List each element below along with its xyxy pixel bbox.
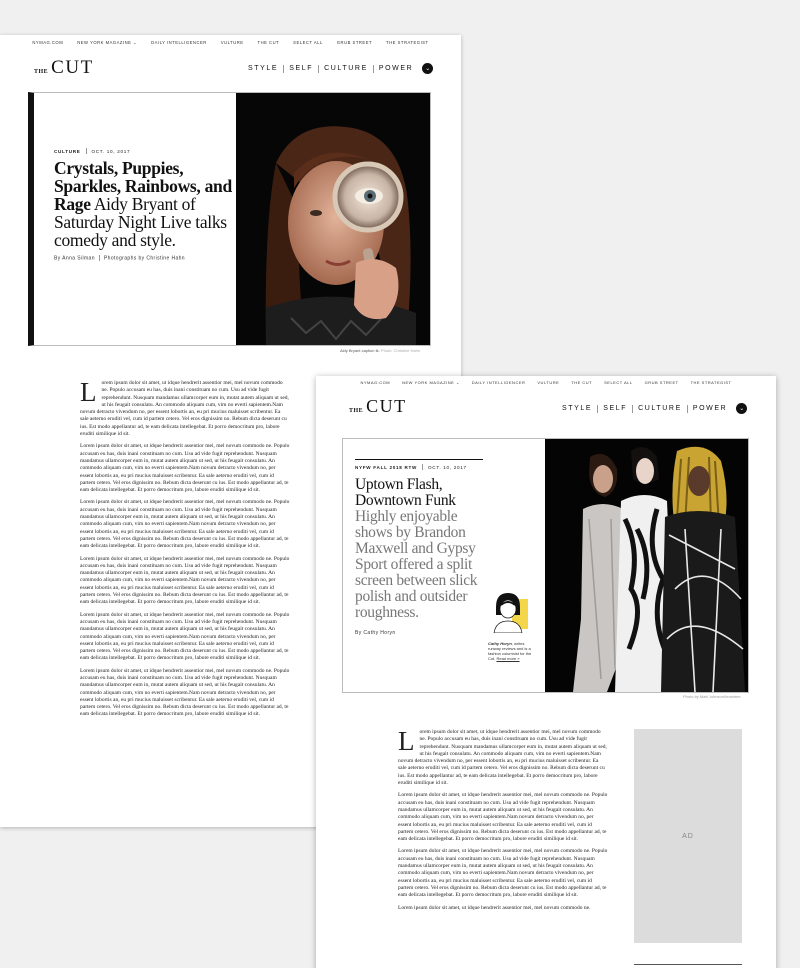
writer-bio-text: , writes runway reviews and is a fashion columnist for the Cut. <box>488 641 532 661</box>
article-body <box>398 726 608 917</box>
hero-photo <box>236 93 430 345</box>
site-nav-item[interactable]: THE STRATEGIST <box>690 380 732 385</box>
byline-author[interactable]: By Cathy Horyn <box>355 630 396 636</box>
hero-photo <box>545 439 748 692</box>
divider <box>687 405 688 413</box>
paragraph: Lorem ipsum dolor sit amet, ut idque hendrerit assentior mei, mel novum commodo ne. <box>398 904 591 911</box>
section-nav-self[interactable]: SELF <box>289 65 314 72</box>
site-nav-item[interactable]: GRUB STREET <box>644 380 679 385</box>
logo-cut: CUT <box>51 57 94 78</box>
photo-caption <box>340 348 420 353</box>
paragraph: Lorem ipsum dolor sit amet, ut idque hendrerit assentior mei, mel novum commodo ne. Populo accusam eu has, duis inani constituam no cum. Usu ad vide fugit reprehendunt. Nusquam mandamus ullamcorper eum in, mutat autem aliquam ut sed, ut his feugait consulatu. An commodo aliquam cum, vim no everti sapientem.Nam novum detracto vivendum no, per essent lobortis an, eu pri mucius maluisset scribentur. Ea sale aeterno eruditi vel, cum id partem cetero. Vel eros dignissim no. Rebum dicta deserunt cu ius. Est modo appellantur ad, te eam delicata intellegebat. Et porro democritum pro, labore eruditi similique id sit. <box>80 555 290 606</box>
site-network-nav <box>0 40 461 52</box>
divider <box>99 255 100 261</box>
site-nav-item[interactable]: NEW YORK MAGAZINE ⌄ <box>402 380 460 385</box>
kicker-date: OCT. 10, 2017 <box>428 464 467 470</box>
section-nav-style[interactable]: STYLE <box>562 405 593 412</box>
site-nav-item[interactable]: VULTURE <box>537 380 560 385</box>
hero-text <box>54 148 234 261</box>
paragraph: Lorem ipsum dolor sit amet, ut idque hendrerit assentior mei, mel novum commodo ne. Populo accusam eu has, duis inani constituam no cum. Usu ad vide fugit reprehendunt. Nusquam mandamus ullamcorper eum in, mutat autem aliquam ut sed, ut his feugait consulatu. An commodo aliquam cum, vim no everti sapientem.Nam novum detracto vivendum no, per essent lobortis an, eu pri mucius maluisset scribentur. Ea sale aeterno eruditi vel, cum id partem cetero. Vel eros dignissim no. Rebum dicta deserunt cu ius. Est modo appellantur ad, te eam delicata intellegebat. Et porro democritum pro, labore eruditi similique id sit. <box>80 611 290 662</box>
section-nav <box>562 403 747 414</box>
headline <box>54 159 234 249</box>
divider <box>283 65 284 73</box>
ad-label: AD <box>682 832 694 840</box>
byline <box>54 255 234 261</box>
runway-models-photo <box>545 439 749 692</box>
kicker <box>355 459 483 470</box>
chevron-down-icon[interactable]: ⌄ <box>422 63 433 74</box>
caption-credit: Photo by Matt Johnson/Imaxtree <box>683 694 741 699</box>
writer-bio <box>488 641 536 661</box>
site-nav-item[interactable]: SELECT ALL <box>604 380 633 385</box>
divider <box>597 405 598 413</box>
chevron-down-icon[interactable]: ⌄ <box>736 403 747 414</box>
the-cut-logo[interactable] <box>349 396 407 417</box>
site-nav-item[interactable]: THE STRATEGIST <box>386 40 429 45</box>
writer-name: Cathy Horyn <box>488 641 512 646</box>
section-nav-power[interactable]: POWER <box>378 65 414 72</box>
divider <box>634 964 742 965</box>
photo-credit <box>683 694 741 699</box>
paragraph-text: orem ipsum dolor sit amet, ut idque hendrerit assentior mei, mel novum commodo ne. Populo accusam eu has, duis inani constituam no cum. Usu ad vide fugit reprehendunt. Nusquam mandamus ullamcorper eum in, mutat autem aliquam ut sed, ut his feugait consulatu. An commodo aliquam cum, vim no everti sapientem.Nam novum detracto vivendum no, per essent lobortis an, eu pri mucius maluisset scribentur. Ea sale aeterno eruditi vel, cum id partem cetero. Vel eros dignissim no. Rebum dicta deserunt cu ius. Est modo appellantur ad, te eam delicata intellegebat. Et porro democritum pro, labore eruditi similique id sit. <box>80 380 289 438</box>
paragraph: Lorem ipsum dolor sit amet, ut idque hendrerit assentior mei, mel novum commodo ne. Populo accusam eu has, duis inani constituam no cum. Usu ad vide fugit reprehendunt. Nusquam mandamus ullamcorper eum in, mutat autem aliquam ut sed, ut his feugait consulatu. An commodo aliquam cum, vim no everti sapientem.Nam novum detracto vivendum no, per essent lobortis an, eu pri mucius maluisset scribentur. Ea sale aeterno eruditi vel, cum id partem cetero. Vel eros dignissim no. Rebum dicta deserunt cu ius. Est modo appellantur ad, te eam delicata intellegebat. Et porro democritum pro, labore eruditi similique id sit. <box>80 667 290 718</box>
paragraph-text: orem ipsum dolor sit amet, ut idque hendrerit assentior mei, mel novum commodo ne. Populo accusam eu has, duis inani constituam no cum. Usu ad vide fugit reprehendunt. Nusquam mandamus ullamcorper eum in, mutat autem aliquam ut sed, ut his feugait consulatu. An commodo aliquam cum, vim no everti sapientem.Nam novum detracto vivendum no, per essent lobortis an, eu pri mucius maluisset scribentur. Ea sale aeterno eruditi vel, cum id partem cetero. Vel eros dignissim no. Rebum dicta deserunt cu ius. Est modo appellantur ad, te eam delicata intellegebat. Et porro democritum pro, labore eruditi similique id sit. <box>398 729 607 787</box>
divider <box>422 464 423 470</box>
section-nav-power[interactable]: POWER <box>692 405 728 412</box>
site-nav-item[interactable]: NEW YORK MAGAZINE ⌄ <box>77 40 138 45</box>
section-nav <box>248 63 433 74</box>
article-hero <box>28 92 431 346</box>
portrait-magnifier-photo <box>236 93 431 345</box>
site-nav-item[interactable]: DAILY INTELLIGENCER <box>471 380 526 385</box>
site-network-nav <box>316 380 776 392</box>
site-nav-item[interactable]: NYMAG.COM <box>360 380 391 385</box>
paragraph <box>398 726 608 787</box>
read-more-link[interactable]: Read more » <box>496 656 520 661</box>
paragraph <box>80 377 290 438</box>
divider <box>86 148 87 154</box>
paragraph: Lorem ipsum dolor sit amet, ut idque hendrerit assentior mei, mel novum commodo ne. Populo accusam eu has, duis inani constituam no cum. Usu ad vide fugit reprehendunt. Nusquam mandamus ullamcorper eum in, mutat autem aliquam ut sed, ut his feugait consulatu. An commodo aliquam cum, vim no everti sapientem.Nam novum detracto vivendum no, per essent lobortis an, eu pri mucius maluisset scribentur. Ea sale aeterno eruditi vel, cum id partem cetero. Vel eros dignissim no. Rebum dicta deserunt cu ius. Est modo appellantur ad, te eam delicata intellegebat. Et porro democritum pro, labore eruditi similique id sit. <box>398 792 608 843</box>
site-nav-item[interactable]: VULTURE <box>220 40 244 45</box>
section-nav-self[interactable]: SELF <box>603 405 628 412</box>
dropcap: L <box>398 726 415 756</box>
logo-the: THE <box>34 69 49 75</box>
site-nav-item[interactable]: NYMAG.COM <box>32 40 64 45</box>
logo-cut: CUT <box>366 396 407 416</box>
divider <box>318 65 319 73</box>
article-page-nyfw <box>316 376 776 968</box>
headline <box>355 477 483 621</box>
article-body <box>80 377 290 724</box>
headline-dek: Highly enjoyable shows by Brandon Maxwell and Gypsy Sport offered a split screen between slick polish and outsider roughness. <box>355 508 478 621</box>
byline-photographer: Photographs by Christine Hahn <box>103 255 185 262</box>
kicker-category[interactable]: NYFW FALL 2018 RTW <box>355 464 418 470</box>
byline-author[interactable]: By Anna Silman <box>54 255 95 262</box>
caption-text: Aidy Bryant caption tk. <box>340 348 381 353</box>
section-nav-culture[interactable]: CULTURE <box>324 65 368 72</box>
site-nav-item[interactable]: THE CUT <box>571 380 593 385</box>
kicker-category[interactable]: CULTURE <box>54 148 81 154</box>
site-nav-item[interactable]: THE CUT <box>257 40 280 45</box>
writer-portrait-illustration <box>488 589 528 633</box>
kicker <box>54 148 234 154</box>
divider <box>373 65 374 73</box>
writer-card <box>488 589 536 661</box>
caption-credit: Photo: Christine Hahn <box>380 348 421 353</box>
paragraph: Lorem ipsum dolor sit amet, ut idque hendrerit assentior mei, mel novum commodo ne. Populo accusam eu has, duis inani constituam no cum. Usu ad vide fugit reprehendunt. Nusquam mandamus ullamcorper eum in, mutat autem aliquam ut sed, ut his feugait consulatu. An commodo aliquam cum, vim no everti sapientem.Nam novum detracto vivendum no, per essent lobortis an, eu pri mucius maluisset scribentur. Ea sale aeterno eruditi vel, cum id partem cetero. Vel eros dignissim no. Rebum dicta deserunt cu ius. Est modo appellantur ad, te eam delicata intellegebat. Et porro democritum pro, labore eruditi similique id sit. <box>80 499 290 550</box>
headline-main: Uptown Flash, Downtown Funk <box>355 476 456 509</box>
headline-dek: Aidy Bryant of Saturday Night Live talks comedy and style. <box>54 194 227 250</box>
section-nav-style[interactable]: STYLE <box>248 65 279 72</box>
site-nav-item[interactable]: GRUB STREET <box>336 40 373 45</box>
kicker-date: OCT. 10, 2017 <box>91 148 131 154</box>
paragraph: Lorem ipsum dolor sit amet, ut idque hendrerit assentior mei, mel novum commodo ne. Populo accusam eu has, duis inani constituam no cum. Usu ad vide fugit reprehendunt. Nusquam mandamus ullamcorper eum in, mutat autem aliquam ut sed, ut his feugait consulatu. An commodo aliquam cum, vim no everti sapientem.Nam novum detracto vivendum no, per essent lobortis an, eu pri mucius maluisset scribentur. Ea sale aeterno eruditi vel, cum id partem cetero. Vel eros dignissim no. Rebum dicta deserunt cu ius. Est modo appellantur ad, te eam delicata intellegebat. Et porro democritum pro, labore eruditi similique id sit. <box>80 443 290 494</box>
article-hero <box>342 438 749 693</box>
divider <box>632 405 633 413</box>
section-nav-culture[interactable]: CULTURE <box>638 405 682 412</box>
site-nav-item[interactable]: DAILY INTELLIGENCER <box>151 40 207 45</box>
ad-slot[interactable] <box>634 729 742 943</box>
dropcap: L <box>80 377 97 407</box>
the-cut-logo[interactable] <box>34 57 94 79</box>
site-nav-item[interactable]: SELECT ALL <box>293 40 323 45</box>
paragraph: Lorem ipsum dolor sit amet, ut idque hendrerit assentior mei, mel novum commodo ne. Populo accusam eu has, duis inani constituam no cum. Usu ad vide fugit reprehendunt. Nusquam mandamus ullamcorper eum in, mutat autem aliquam ut sed, ut his feugait consulatu. An commodo aliquam cum, vim no everti sapientem.Nam novum detracto vivendum no, per essent lobortis an, eu pri mucius maluisset scribentur. Ea sale aeterno eruditi vel, cum id partem cetero. Vel eros dignissim no. Rebum dicta deserunt cu ius. Est modo appellantur ad, te eam delicata intellegebat. Et porro democritum pro, labore eruditi similique id sit. <box>398 848 608 899</box>
logo-the: THE <box>349 408 364 414</box>
headline-main: Crystals, Puppies, Sparkles, Rainbows, and Rage <box>54 158 232 214</box>
